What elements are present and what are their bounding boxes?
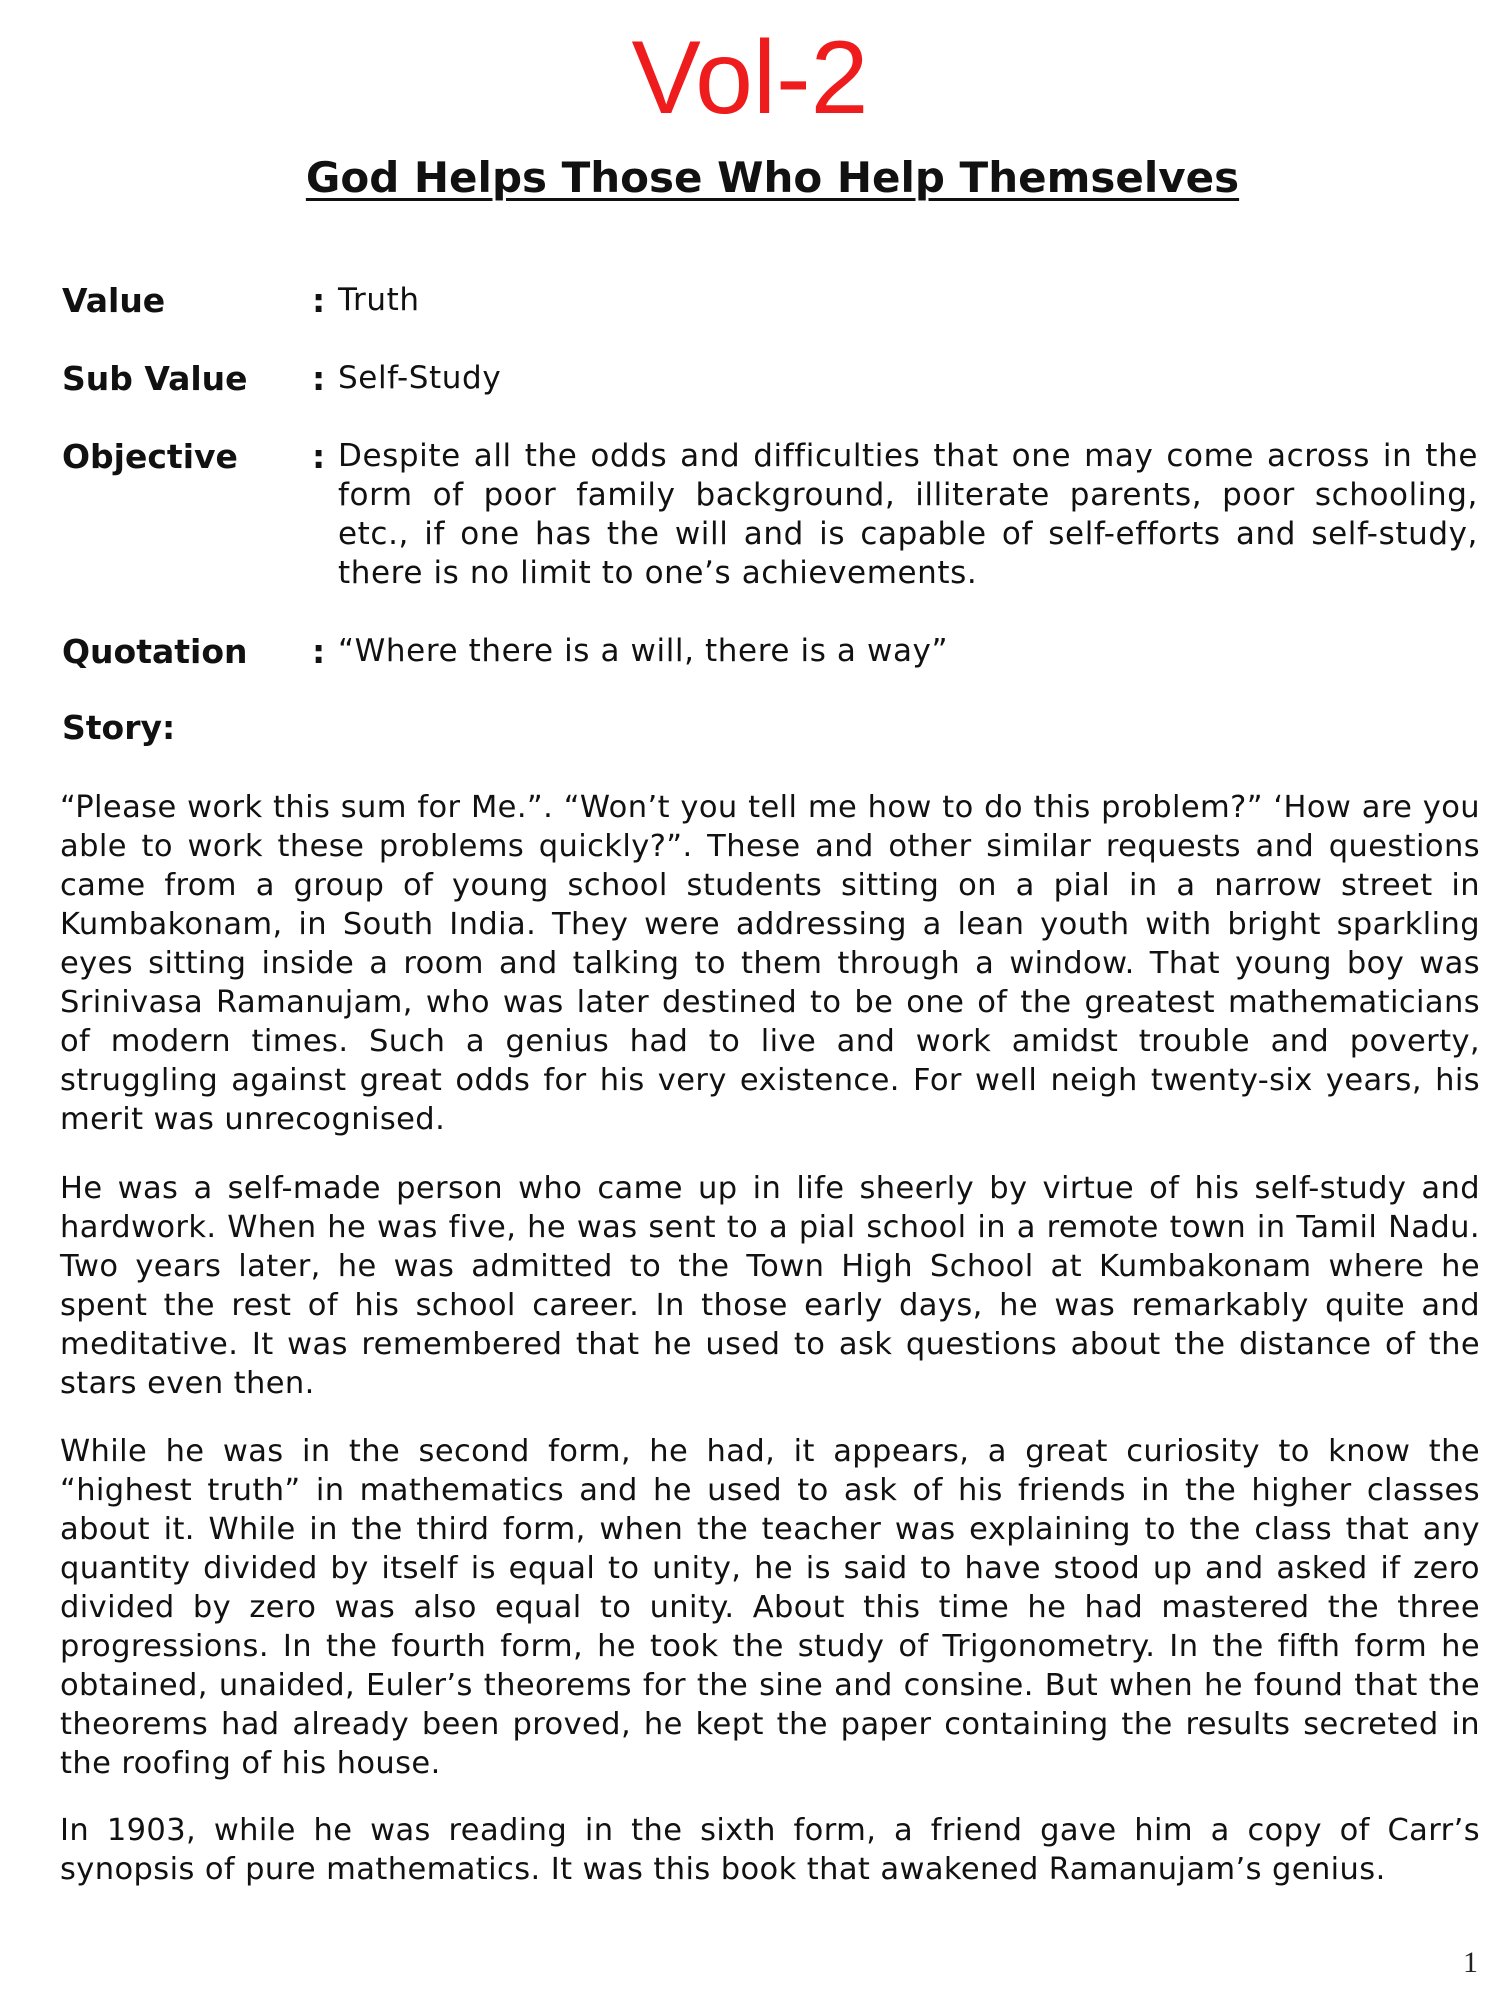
value-text: Truth [338,282,420,318]
sub-value-colon: : [312,359,326,398]
objective-label: Objective [62,437,238,476]
story-paragraph-1: “Please work this sum for Me.”. “Won’t you tell me how to do this problem?” ‘How are you able to work these problems quickly?”. These and other similar requests and questions came from a group of young school students sitting on a pial in a narrow street in Kumbakonam, in South India. They were addressing a lean youth with bright sparkling eyes sitting inside a room and talking to them through a window. That young boy was Srinivasa Ramanujam, who was later destined to be one of the greatest mathematicians of modern times. Such a genius had to live and work amidst trouble and poverty, struggling against great odds for his very existence. For well neigh twenty-six years, his merit was unrecognised. [60,790,1480,1137]
volume-label: Vol-2 [631,20,869,136]
quotation-label: Quotation [62,632,248,671]
quotation-text: “Where there is a will, there is a way” [338,633,949,669]
sub-value-text: Self-Study [338,360,502,396]
story-label: Story: [62,708,176,747]
objective-text: Despite all the odds and difficulties that one may come across in the form of poor family background, illiterate parents, poor schooling, etc., if one has the will and is capable of self-efforts and self-study, there is no limit to one’s achievements. [338,438,1478,591]
story-paragraph-2: He was a self-made person who came up in life sheerly by virtue of his self-study and hardwork. When he was five, he was sent to a pial school in a remote town in Tamil Nadu. Two years later, he was admitted to the Town High School at Kumbakonam where he spent the rest of his school career. In those early days, he was remarkably quite and meditative. It was remembered that he used to ask questions about the distance of the stars even then. [60,1171,1480,1401]
page-number: 1 [1463,1946,1478,1979]
story-paragraph-4: In 1903, while he was reading in the sixth form, a friend gave him a copy of Carr’s synopsis of pure mathematics. It was this book that awakened Ramanujam’s genius. [60,1813,1480,1887]
value-label: Value [62,281,166,320]
story-paragraph-3: While he was in the second form, he had, it appears, a great curiosity to know the “highest truth” in mathematics and he used to ask of his friends in the higher classes about it. While in the third form, when the teacher was explaining to the class that any quantity divided by itself is equal to unity, he is said to have stood up and asked if zero divided by zero was also equal to unity. About this time he had mastered the three progressions. In the fourth form, he took the study of Trigonometry. In the fifth form he obtained, unaided, Euler’s theorems for the sine and consine. But when he found that the theorems had already been proved, he kept the paper containing the results secreted in the roofing of his house. [60,1434,1480,1781]
sub-value-label: Sub Value [62,359,248,398]
value-colon: : [312,281,326,320]
quotation-colon: : [312,632,326,671]
page-title: God Helps Those Who Help Themselves [305,153,1240,202]
objective-colon: : [312,437,326,476]
